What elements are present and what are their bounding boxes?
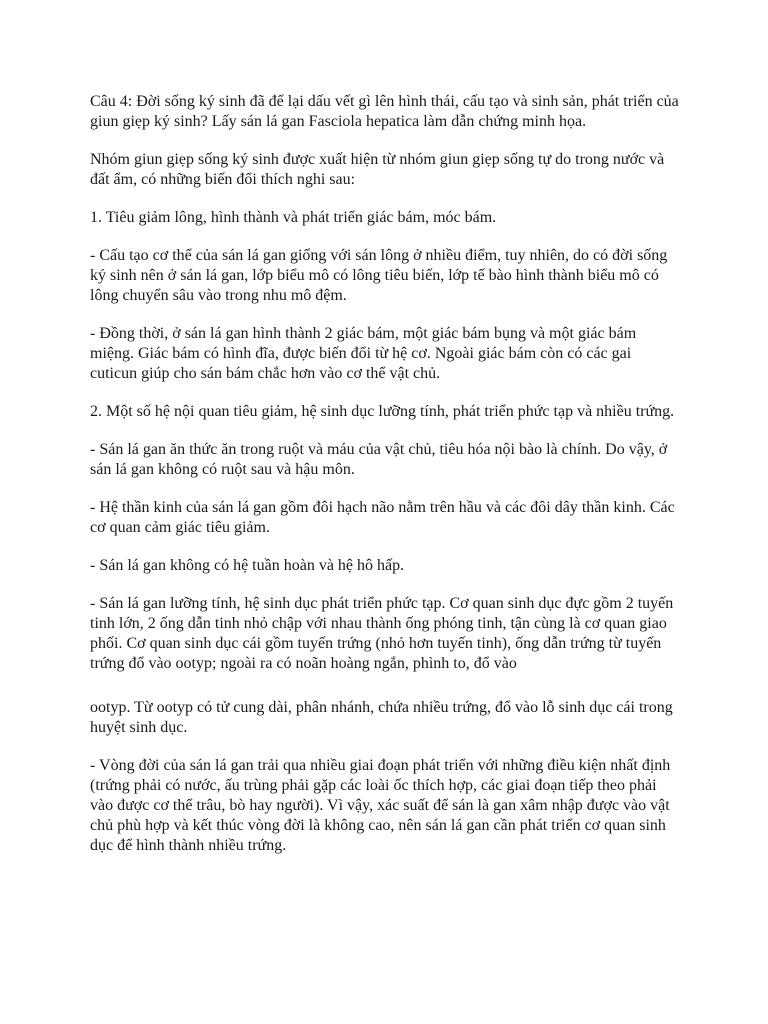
document-page: [90, 92, 682, 874]
body-paragraph: - Sán lá gan không có hệ tuần hoàn và hệ hô hấp.: [90, 557, 405, 574]
body-paragraph: - Sán lá gan lưỡng tính, hệ sinh dục phát triển phức tạp. Cơ quan sinh dục đực gồm 2 tuyến tinh lớn, 2 ống dẫn tinh nhỏ chập với nhau thành ống phóng tinh, tận cùng là cơ quan giao phối. Cơ quan sinh dục cái gồm tuyến trứng (nhỏ hơn tuyến tinh), ống dẫn trứng từ tuyến trứng đổ vào ootyp; ngoài ra có noãn hoàng ngắn, phình to, đổ vào: [90, 595, 674, 672]
question-heading: Câu 4: Đời sống ký sinh đã để lại dấu vết gì lên hình thái, cấu tạo và sinh sản, phát triển của giun giẹp ký sinh? Lấy sán lá gan Fasciola hepatica làm dẫn chứng minh họa.: [90, 93, 679, 130]
section-1-heading: 1. Tiêu giảm lông, hình thành và phát triển giác bám, móc bám.: [90, 209, 497, 226]
body-paragraph: - Sán lá gan ăn thức ăn trong ruột và máu của vật chủ, tiêu hóa nội bào là chính. Do vậy, ở sán lá gan không có ruột sau và hậu môn.: [90, 441, 668, 478]
body-paragraph: ootyp. Từ ootyp có tử cung dài, phân nhánh, chứa nhiều trứng, đổ vào lỗ sinh dục cái trong huyệt sinh dục.: [90, 699, 673, 736]
body-paragraph: - Vòng đời của sán lá gan trải qua nhiều giai đoạn phát triển với những điều kiện nhất định (trứng phải có nước, ấu trùng phải gặp các loài ốc thích hợp, các giai đoạn tiếp theo phải vào được cơ thể trâu, bò hay người). Vì vậy, xác suất để sán là gan xâm nhập được vào vật chủ phù hợp và kết thúc vòng đời là không cao, nên sán lá gan cần phát triển cơ quan sinh dục để hình thành nhiều trứng.: [90, 757, 671, 854]
body-paragraph: - Cấu tạo cơ thể của sán lá gan giống với sán lông ở nhiều điểm, tuy nhiên, do có đời sống ký sinh nên ở sán lá gan, lớp biểu mô có lông tiêu biến, lớp tế bào hình thành biểu mô có lông chuyển sâu vào trong nhu mô đệm.: [90, 247, 668, 304]
intro-paragraph: Nhóm giun giẹp sống ký sinh được xuất hiện từ nhóm giun giẹp sống tự do trong nước và đất ẩm, có những biến đổi thích nghi sau:: [90, 151, 665, 188]
section-2-heading: 2. Một số hệ nội quan tiêu giảm, hệ sinh dục lưỡng tính, phát triển phức tạp và nhiều trứng.: [90, 403, 675, 420]
body-paragraph: - Hệ thần kinh của sán lá gan gồm đôi hạch não nằm trên hầu và các đôi dây thần kinh. Các cơ quan cảm giác tiêu giảm.: [90, 499, 675, 536]
body-paragraph: - Đồng thời, ở sán lá gan hình thành 2 giác bám, một giác bám bụng và một giác bám miệng. Giác bám có hình đĩa, được biến đổi từ hệ cơ. Ngoài giác bám còn có các gai cuticun giúp cho sán bám chắc hơn vào cơ thể vật chủ.: [90, 325, 637, 382]
